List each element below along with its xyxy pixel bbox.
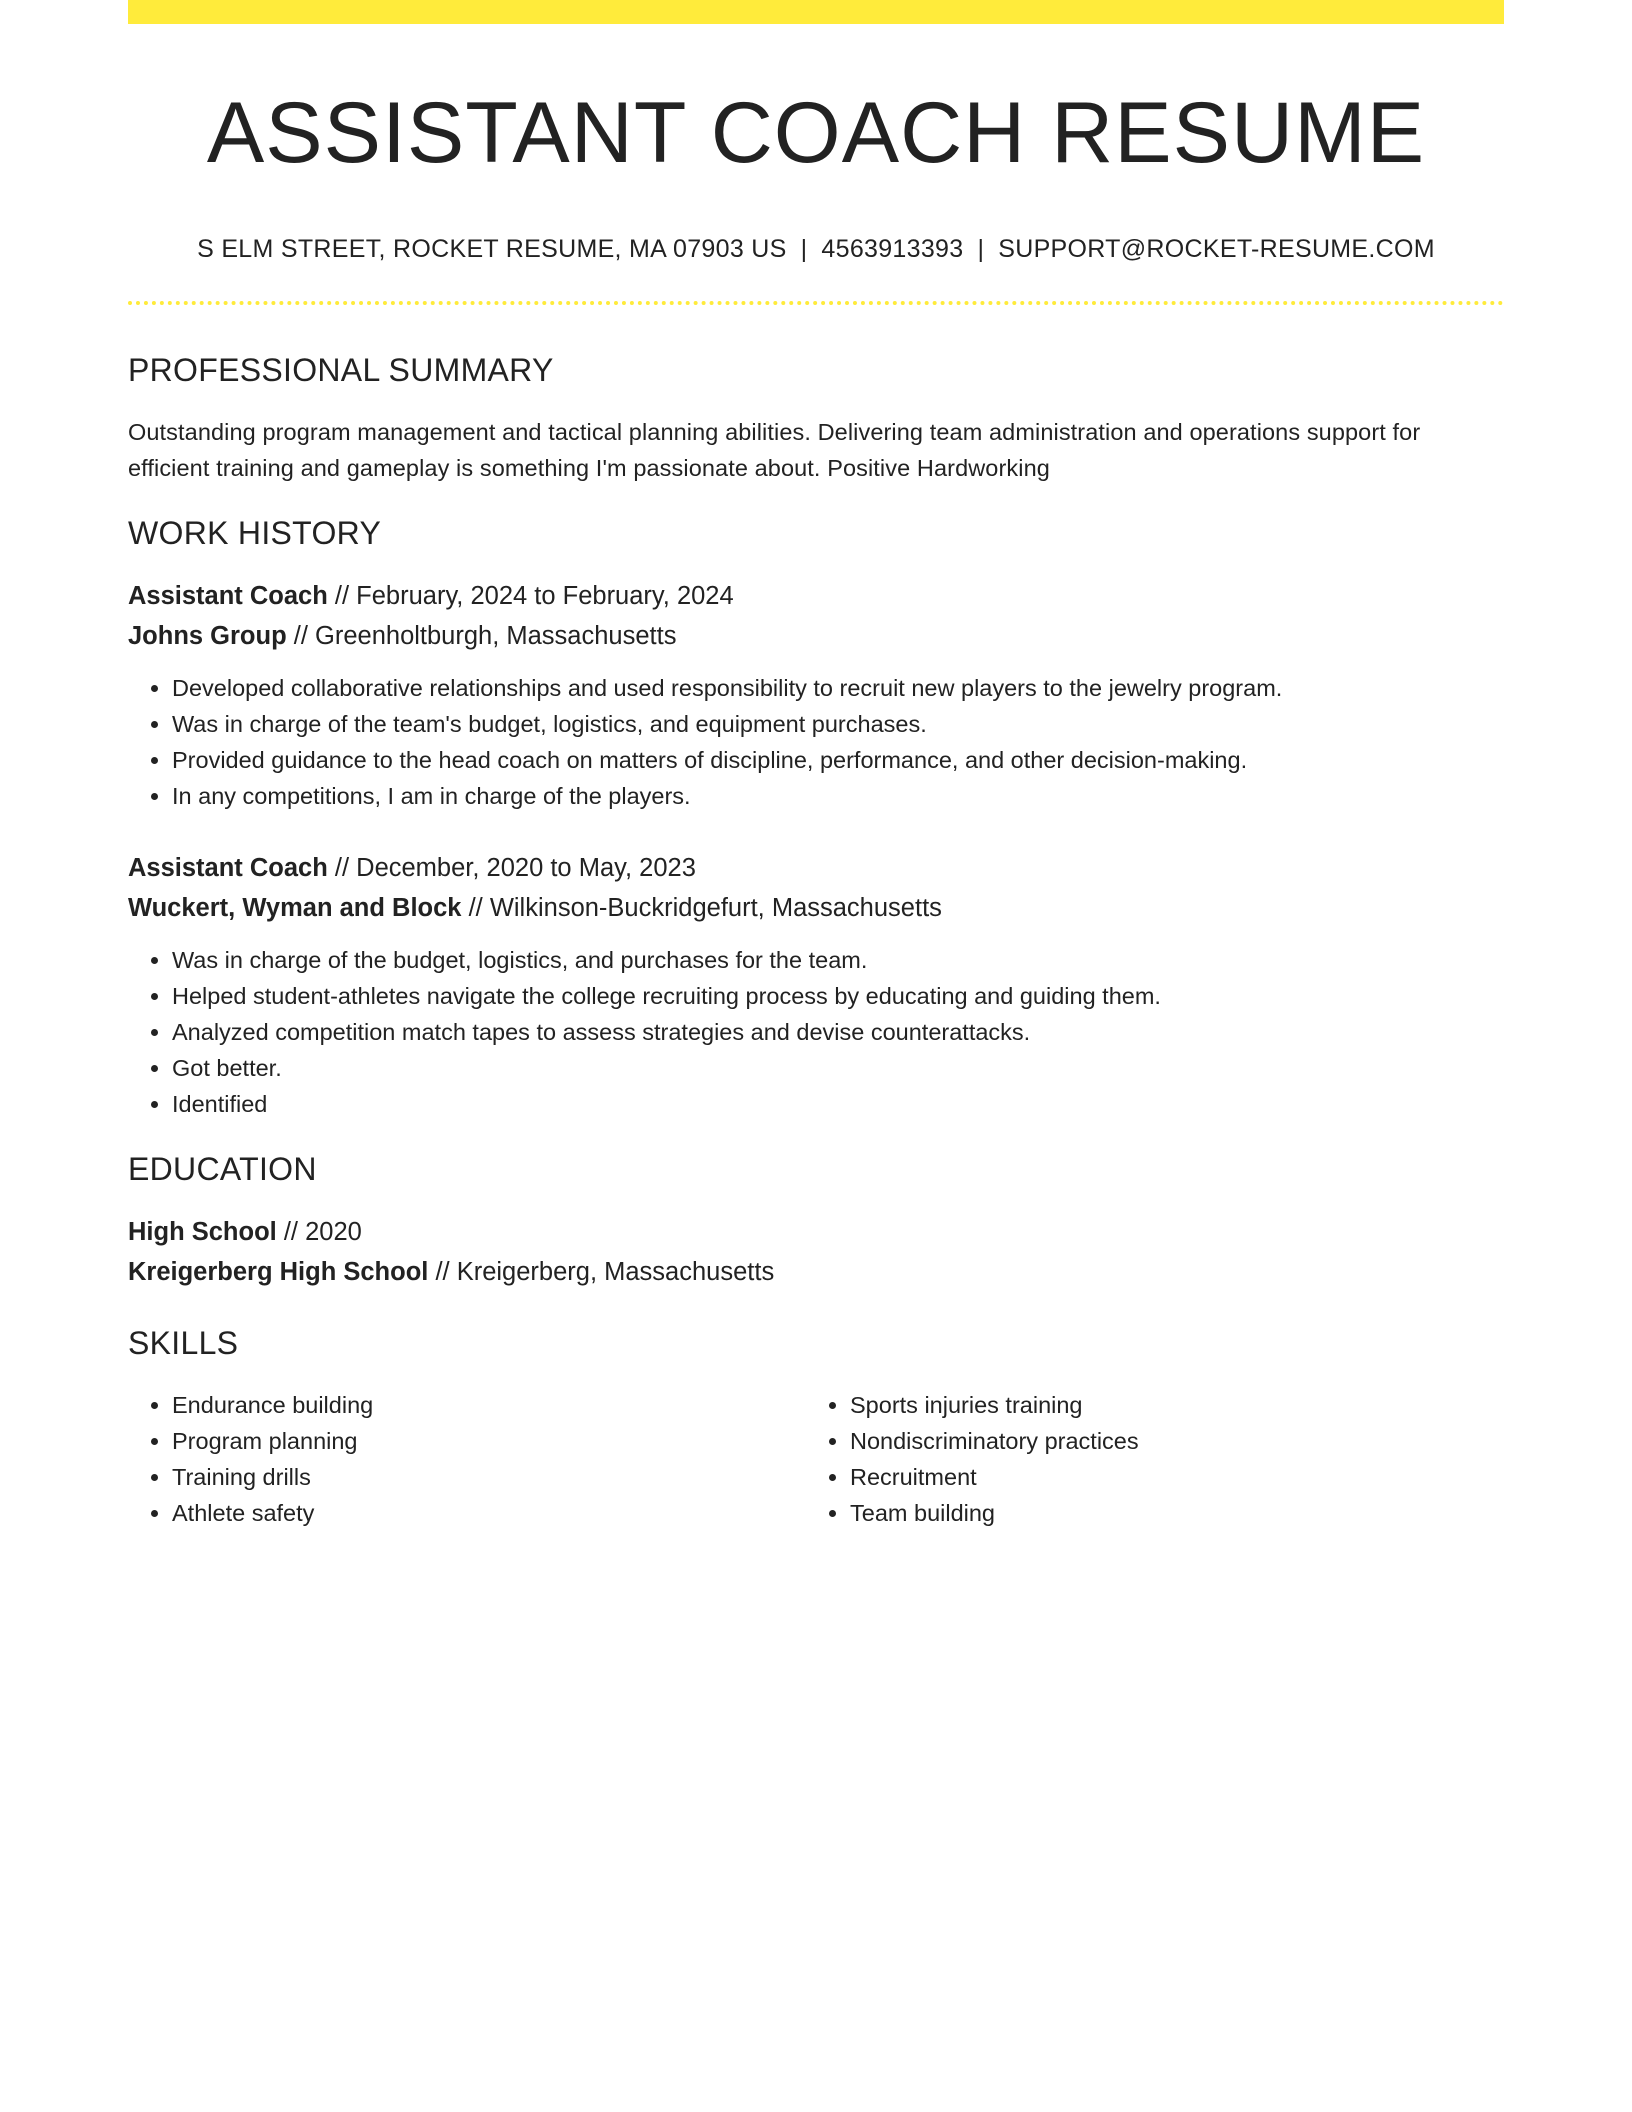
skill-item: • Recruitment [850, 1459, 1482, 1495]
job-company-line [128, 888, 1504, 928]
skills-heading: SKILLS [128, 1325, 239, 1362]
contact-phone: 4563913393 [821, 235, 964, 264]
work-history-heading: WORK HISTORY [128, 514, 382, 551]
skills-columns [128, 1387, 1504, 1531]
job-company-line [128, 616, 1504, 656]
skills-list-left [128, 1387, 804, 1531]
skill-item: • Program planning [172, 1423, 804, 1459]
list-item: • Was in charge of the team's budget, logistics, and equipment purchases. [172, 706, 1504, 742]
contact-separator: | [800, 235, 808, 264]
list-item: • Was in charge of the budget, logistics, and purchases for the team. [172, 942, 1504, 978]
contact-email: SUPPORT@ROCKET-RESUME.COM [998, 235, 1435, 264]
dotted-divider [128, 301, 1504, 305]
education-school: Kreigerberg High School [128, 1258, 429, 1287]
resume-page [128, 0, 1504, 1531]
job-location: // Greenholtburgh, Massachusetts [286, 621, 677, 650]
job-company: Johns Group [128, 621, 287, 650]
job-location: // Wilkinson-Buckridgefurt, Massachusetts [461, 893, 942, 922]
job-role: Assistant Coach [128, 581, 328, 610]
education-school-line [128, 1252, 1504, 1292]
job-role: Assistant Coach [128, 853, 328, 882]
list-item: • In any competitions, I am in charge of the players. [172, 778, 1504, 814]
job-role-line [128, 576, 1504, 616]
education-degree: High School [128, 1218, 277, 1247]
summary-heading: PROFESSIONAL SUMMARY [128, 352, 554, 389]
job-bullets [128, 942, 1504, 1122]
list-item: • Identified [172, 1086, 1504, 1122]
contact-separator: | [977, 235, 985, 264]
skill-item: • Sports injuries training [850, 1387, 1482, 1423]
top-accent-bar [128, 0, 1504, 24]
summary-text: Outstanding program management and tactical planning abilities. Delivering team administration and operations support for efficient training and gameplay is something I'm passionate about. Positive Hardworking [128, 418, 1421, 481]
skill-item: • Athlete safety [172, 1495, 804, 1531]
job-bullets [128, 670, 1504, 814]
job-dates: // December, 2020 to May, 2023 [327, 853, 696, 882]
education-heading: EDUCATION [128, 1150, 317, 1187]
job-role-line [128, 848, 1504, 888]
education-location: // Kreigerberg, Massachusetts [428, 1258, 775, 1287]
skill-item: • Nondiscriminatory practices [850, 1423, 1482, 1459]
education-year: // 2020 [276, 1218, 362, 1247]
list-item: • Analyzed competition match tapes to assess strategies and devise counterattacks. [172, 1014, 1504, 1050]
skills-list-right [804, 1387, 1482, 1531]
job-company: Wuckert, Wyman and Block [128, 893, 462, 922]
job-dates: // February, 2024 to February, 2024 [327, 581, 734, 610]
contact-line [128, 235, 1504, 264]
education-degree-line [128, 1212, 1504, 1252]
job-entry [128, 848, 1504, 1122]
list-item: • Helped student-athletes navigate the college recruiting process by educating and guiding them. [172, 978, 1504, 1014]
list-item: • Provided guidance to the head coach on matters of discipline, performance, and other decision-making. [172, 742, 1504, 778]
resume-title: ASSISTANT COACH RESUME [206, 85, 1426, 181]
list-item: • Developed collaborative relationships and used responsibility to recruit new players to the jewelry program. [172, 670, 1504, 706]
contact-address: S ELM STREET, ROCKET RESUME, MA 07903 US [197, 235, 787, 264]
job-entry [128, 576, 1504, 814]
education-entry [128, 1212, 1504, 1292]
skill-item: • Team building [850, 1495, 1482, 1531]
skill-item: • Training drills [172, 1459, 804, 1495]
list-item: • Got better. [172, 1050, 1504, 1086]
skill-item: • Endurance building [172, 1387, 804, 1423]
